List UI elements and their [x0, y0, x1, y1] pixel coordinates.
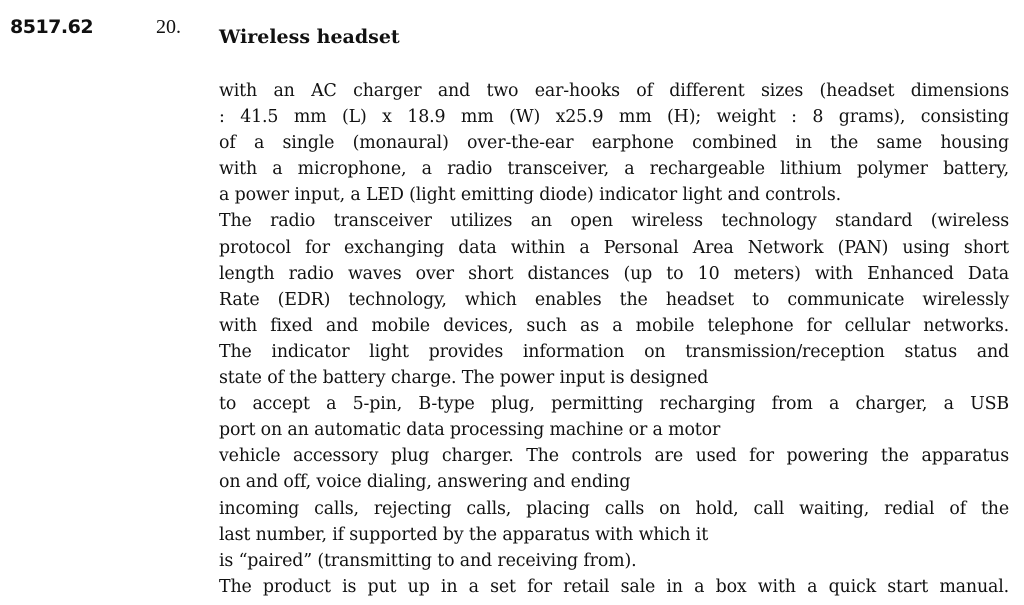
- description-line: vehicle accessory plug charger. The controls are used for powering the apparatus: [219, 446, 1009, 467]
- description-line: Rate (EDR) technology, which enables the headset to communicate wirelessly: [219, 289, 1009, 310]
- description-line: to accept a 5-pin, B-type plug, permitting recharging from a charger, a USB: [219, 394, 1009, 415]
- description-line: on and off, voice dialing, answering and ending: [219, 472, 631, 493]
- description-line: The product is put up in a set for retail sale in a box with a quick start manual.: [219, 576, 1009, 597]
- description-line: : 41.5 mm (L) x 18.9 mm (W) x25.9 mm (H); weight : 8 grams), consisting: [219, 107, 1009, 128]
- description-line: The radio transceiver utilizes an open wireless technology standard (wireless: [219, 211, 1009, 232]
- description-line: with fixed and mobile devices, such as a mobile telephone for cellular networks.: [219, 315, 1009, 336]
- item-title: Wireless headset: [219, 26, 400, 48]
- description-line: with an AC charger and two ear-hooks of different sizes (headset dimensions: [219, 81, 1009, 101]
- description-line: length radio waves over short distances (up to 10 meters) with Enhanced Data: [219, 263, 1009, 284]
- item-description: [219, 78, 1009, 600]
- description-line: state of the battery charge. The power input is designed: [219, 368, 709, 389]
- description-line: protocol for exchanging data within a Personal Area Network (PAN) using short: [219, 237, 1009, 258]
- description-line: is “paired” (transmitting to and receiving from).: [219, 550, 637, 571]
- item-number: 20.: [156, 16, 181, 38]
- description-line: last number, if supported by the apparatus with which it: [219, 524, 709, 545]
- description-line: The indicator light provides information on transmission/reception status and: [219, 341, 1009, 362]
- description-line: a power input, a LED (light emitting diode) indicator light and controls.: [219, 185, 841, 206]
- heading-code: 8517.62: [10, 16, 94, 38]
- description-line: with a microphone, a radio transceiver, a rechargeable lithium polymer battery,: [219, 159, 1009, 180]
- description-line: of a single (monaural) over-the-ear earphone combined in the same housing: [219, 133, 1009, 154]
- description-line: incoming calls, rejecting calls, placing calls on hold, call waiting, redial of the: [219, 498, 1009, 519]
- description-line: port on an automatic data processing machine or a motor: [219, 420, 721, 441]
